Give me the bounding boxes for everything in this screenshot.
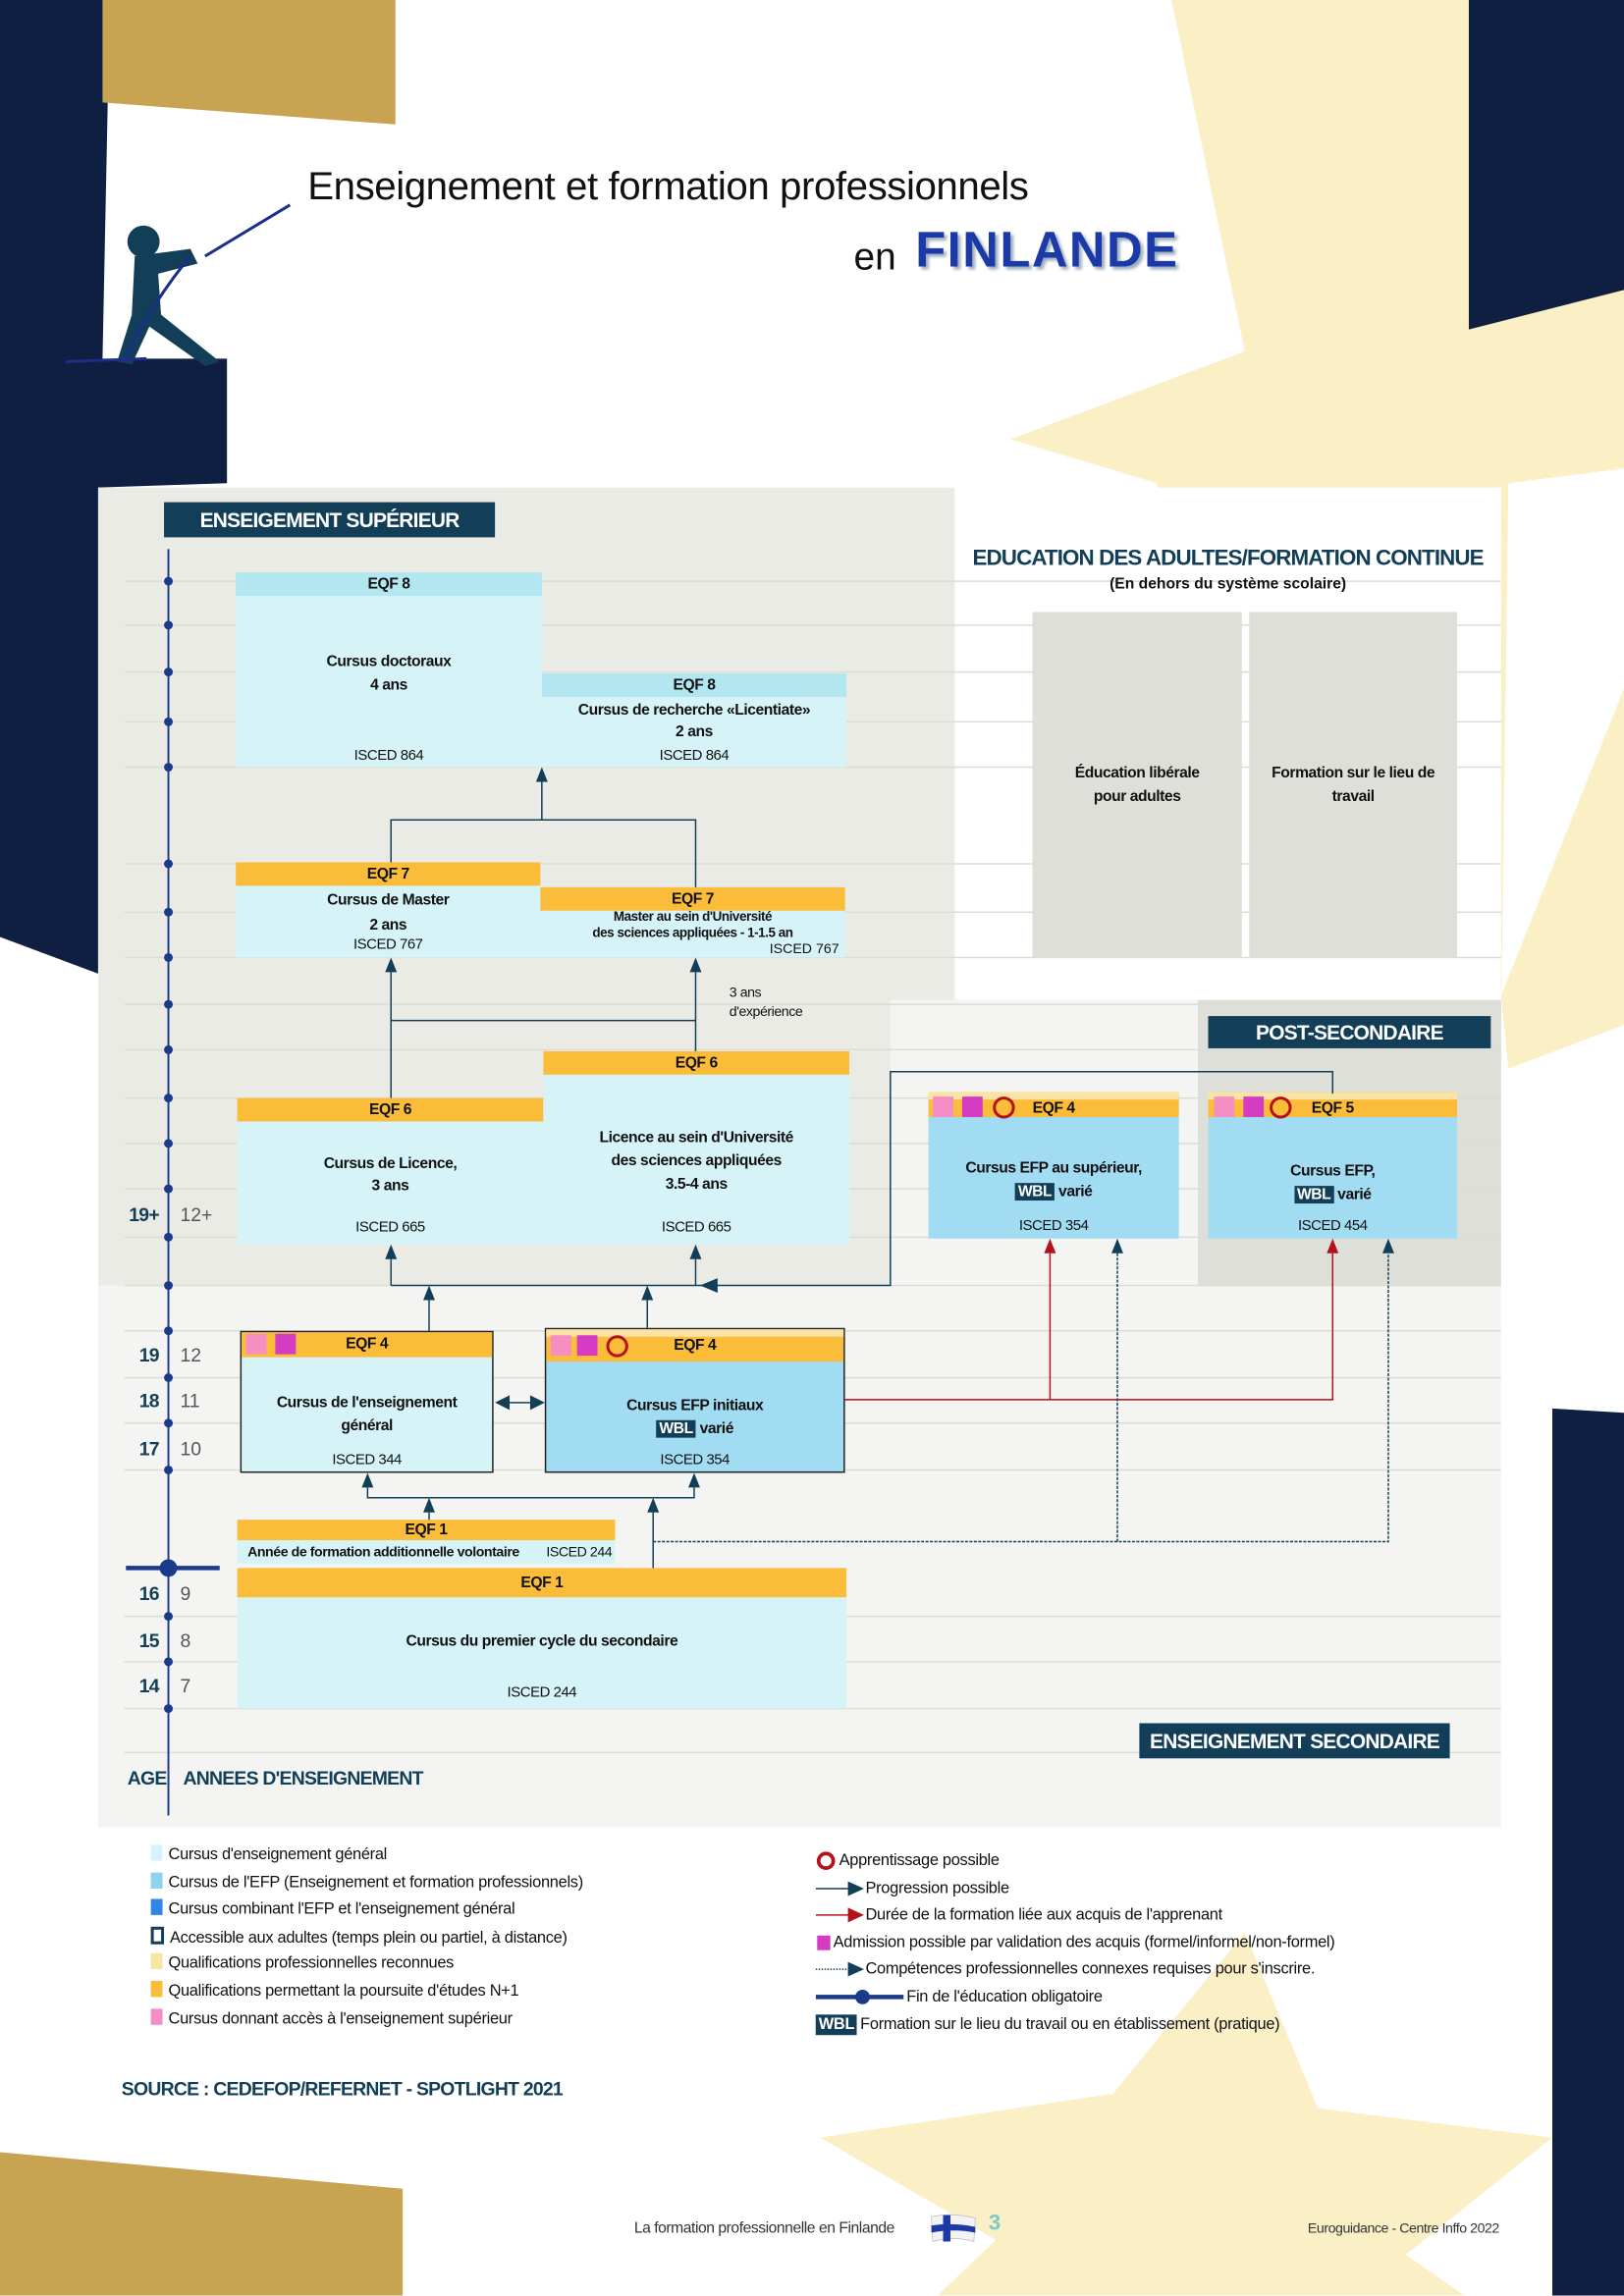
box-title: Cursus EFP initiaux	[626, 1396, 764, 1415]
legend-label: Durée de la formation liée aux acquis de l'apprenant	[865, 1906, 1222, 1925]
isced-label: ISCED 864	[659, 748, 730, 765]
box-title: Master au sein d'Université	[613, 909, 773, 925]
arrow-head-icon	[361, 1472, 373, 1487]
adult-liberal-education-box: Éducation libérale pour adultes	[1033, 612, 1242, 957]
adult-education-title: EDUCATION DES ADULTES/FORMATION CONTINUE	[972, 546, 1484, 571]
section-secondary: ENSEIGNEMENT SECONDAIRE	[1139, 1723, 1449, 1758]
legend-item	[816, 1878, 1009, 1898]
legend-item	[816, 2014, 1280, 2035]
legend-label: Cursus d'enseignement général	[168, 1845, 388, 1864]
arrow-icon	[816, 1879, 866, 1896]
age-label: 17	[138, 1437, 159, 1461]
years-axis-label: ANNEES D'ENSEIGNEMENT	[183, 1767, 423, 1789]
box-title: Cursus doctoraux	[326, 653, 452, 671]
legend-item	[151, 1981, 519, 2002]
arrow-head-icon	[385, 957, 397, 972]
arrow-head-icon	[536, 768, 548, 782]
experience-years: 3 ans	[729, 985, 762, 1002]
age-label: 19	[138, 1344, 159, 1366]
box-title: Licence au sein d'Université	[599, 1128, 793, 1147]
legend-label: Cursus de l'EFP (Enseignement et formation professionnels)	[168, 1873, 583, 1892]
legend-label: Qualifications permettant la poursuite d'études N+1	[168, 1982, 519, 2001]
arrow-head-icon	[385, 1245, 397, 1259]
arrow-head-icon	[641, 1286, 653, 1301]
ring-icon	[816, 1850, 839, 1871]
red-connector	[845, 1254, 1333, 1400]
finland-flag-icon	[930, 2213, 977, 2245]
box-duration: 3 ans	[371, 1177, 409, 1196]
arrow-head-icon	[423, 1498, 435, 1513]
school-year-label: 7	[180, 1675, 191, 1697]
legend-swatch-icon	[151, 1953, 163, 1969]
box-title-2: des sciences appliquées	[611, 1151, 782, 1170]
arrow-head-icon	[688, 1472, 700, 1487]
legend-item	[816, 1905, 1222, 1926]
school-year-label: 11	[180, 1389, 200, 1412]
eqf-label: EQF 6	[238, 1098, 544, 1122]
school-year-label: 12+	[180, 1203, 213, 1226]
adult-education-subtitle: (En dehors du système scolaire)	[1110, 575, 1347, 594]
box-title: Cursus EFP,	[1290, 1162, 1376, 1181]
isced-label: ISCED 244	[507, 1684, 577, 1702]
legend-item	[151, 1953, 454, 1974]
isced-label: ISCED 344	[332, 1452, 402, 1468]
box-title: Cursus de recherche «Licentiate»	[577, 701, 811, 720]
legend-label: Formation sur le lieu du travail ou en établissement (pratique)	[860, 2015, 1280, 2034]
legend-item	[151, 1872, 583, 1893]
legend-swatch-icon	[151, 1872, 163, 1888]
arrow-left-icon	[495, 1395, 510, 1410]
legend-item	[816, 1987, 1103, 2007]
connector-line	[367, 1487, 694, 1497]
isced-label: ISCED 665	[661, 1219, 731, 1236]
box-title-2: général	[341, 1416, 393, 1435]
wbl-badge: WBL	[656, 1420, 695, 1438]
dotted-connector	[653, 1254, 1388, 1542]
arrow-head-icon	[1111, 1239, 1123, 1254]
wbl-icon: WBL	[816, 2014, 857, 2035]
age-label: 19+	[129, 1203, 159, 1226]
legend-swatch-icon	[151, 1981, 163, 1997]
box-duration: 2 ans	[369, 916, 407, 934]
legend-item	[816, 1850, 1000, 1871]
footer-credit: Euroguidance - Centre Inffo 2022	[1307, 2220, 1499, 2238]
age-label: 18	[138, 1389, 159, 1412]
dotted-arrow-icon	[816, 1961, 866, 1979]
isced-label: ISCED 665	[355, 1219, 425, 1236]
box-duration: des sciences appliquées - 1-1.5 an	[592, 925, 793, 940]
legend-label: Cursus combinant l'EFP et l'enseignement général	[168, 1900, 515, 1919]
arrow-head-icon	[1044, 1239, 1056, 1254]
arrow-right-icon	[530, 1395, 545, 1410]
legend-item	[151, 1899, 515, 1920]
eqf-label: EQF 7	[540, 887, 844, 911]
eqf-label: EQF 4	[242, 1332, 492, 1357]
box-title: Cursus du premier cycle du secondaire	[406, 1632, 678, 1650]
legend-item	[151, 1844, 387, 1865]
legend-label: Cursus donnant accès à l'enseignement supérieur	[168, 2009, 513, 2028]
section-higher-education: ENSEIGEMENT SUPÉRIEUR	[164, 503, 495, 538]
title-country: FINLANDE	[915, 222, 1179, 279]
arrow-head-icon	[689, 957, 701, 972]
isced-label: ISCED 354	[1018, 1217, 1089, 1235]
compulsory-end-icon	[816, 1988, 906, 2005]
legend-swatch-icon	[151, 2008, 163, 2024]
legend-label: Qualifications professionnelles reconnues	[168, 1954, 455, 1973]
box-title: Cursus de l'enseignement	[276, 1393, 458, 1412]
age-label: 16	[138, 1582, 159, 1605]
school-year-label: 12	[180, 1344, 202, 1366]
page-title: Enseignement et formation professionnels	[307, 164, 1029, 208]
legend-swatch-icon	[151, 1899, 163, 1915]
school-year-label: 10	[180, 1437, 202, 1461]
box-title: Cursus de Master	[327, 891, 450, 910]
wbl-badge: WBL	[1294, 1186, 1333, 1203]
adult-workplace-training-box: Formation sur le lieu de travail	[1249, 612, 1457, 957]
eqf-label: EQF 6	[543, 1051, 849, 1075]
legend-label: Admission possible par validation des acquis (formel/informel/non-formel)	[833, 1933, 1335, 1951]
arrow-head-icon	[1382, 1239, 1394, 1254]
eqf-label: EQF 1	[238, 1520, 616, 1540]
legend-label: Accessible aux adultes (temps plein ou partiel, à distance)	[170, 1929, 568, 1948]
magenta-square-icon	[816, 1934, 834, 1951]
source-note: SOURCE : CEDEFOP/REFERNET - SPOTLIGHT 2021	[121, 2077, 563, 2100]
eqf-label: EQF 8	[542, 673, 846, 697]
isced-label: ISCED 354	[660, 1452, 731, 1468]
isced-label: ISCED 454	[1297, 1217, 1368, 1235]
isced-label: ISCED 767	[769, 941, 839, 958]
eqf-label: EQF 7	[236, 862, 540, 885]
title-en: en	[853, 234, 896, 279]
arrow-head-icon	[647, 1498, 659, 1513]
arrow-head-icon	[423, 1286, 435, 1301]
legend-swatch-icon	[151, 1844, 163, 1860]
eqf-label: EQF 4	[929, 1093, 1179, 1117]
legend-label: Compétences professionnelles connexes requises pour s'inscrire.	[865, 1960, 1316, 1979]
legend-label: Apprentissage possible	[839, 1851, 1000, 1870]
eqf-label: EQF 5	[1208, 1093, 1457, 1117]
legend-item	[816, 1932, 1335, 1952]
age-label: 15	[138, 1629, 159, 1652]
experience-label: d'expérience	[729, 1004, 803, 1021]
box-title: Cursus EFP au supérieur,	[965, 1159, 1142, 1178]
school-year-label: 9	[180, 1582, 191, 1605]
box-duration: 3.5-4 ans	[665, 1175, 728, 1194]
legend-item	[151, 1927, 568, 1949]
box-title: Année de formation additionnelle volontaire	[247, 1544, 519, 1561]
arrow-head-icon	[1326, 1239, 1338, 1254]
isced-label: ISCED 767	[352, 936, 423, 953]
age-axis-label: AGE	[127, 1767, 167, 1789]
legend-item	[816, 1959, 1315, 1980]
school-year-label: 8	[180, 1629, 191, 1652]
wbl-text: varié	[1058, 1183, 1093, 1201]
box-duration: 2 ans	[676, 722, 713, 741]
legend-label: Fin de l'éducation obligatoire	[906, 1988, 1103, 2006]
connector-line	[391, 820, 695, 887]
connector-line	[391, 1072, 1332, 1286]
legend-swatch-icon	[151, 1927, 164, 1945]
box-duration: 4 ans	[370, 676, 407, 694]
box-title: Cursus de Licence,	[323, 1154, 458, 1173]
section-post-secondary: POST-SECONDAIRE	[1208, 1016, 1490, 1048]
wbl-text: varié	[1337, 1186, 1372, 1204]
arrow-left-icon	[700, 1278, 718, 1293]
legend-label: Progression possible	[865, 1879, 1009, 1897]
eqf-label: EQF 4	[546, 1329, 843, 1362]
red-arrow-icon	[816, 1906, 866, 1924]
arrow-head-icon	[689, 1245, 701, 1259]
isced-label: ISCED 244	[546, 1544, 613, 1561]
isced-label: ISCED 864	[353, 748, 424, 765]
footer-title: La formation professionnelle en Finlande	[633, 2219, 894, 2238]
wbl-badge: WBL	[1015, 1183, 1055, 1201]
legend-item	[151, 2008, 513, 2029]
age-label: 14	[138, 1675, 159, 1697]
page-number: 3	[988, 2211, 1001, 2236]
eqf-label: EQF 8	[236, 572, 542, 596]
wbl-text: varié	[699, 1419, 733, 1438]
eqf-label: EQF 1	[238, 1568, 846, 1597]
